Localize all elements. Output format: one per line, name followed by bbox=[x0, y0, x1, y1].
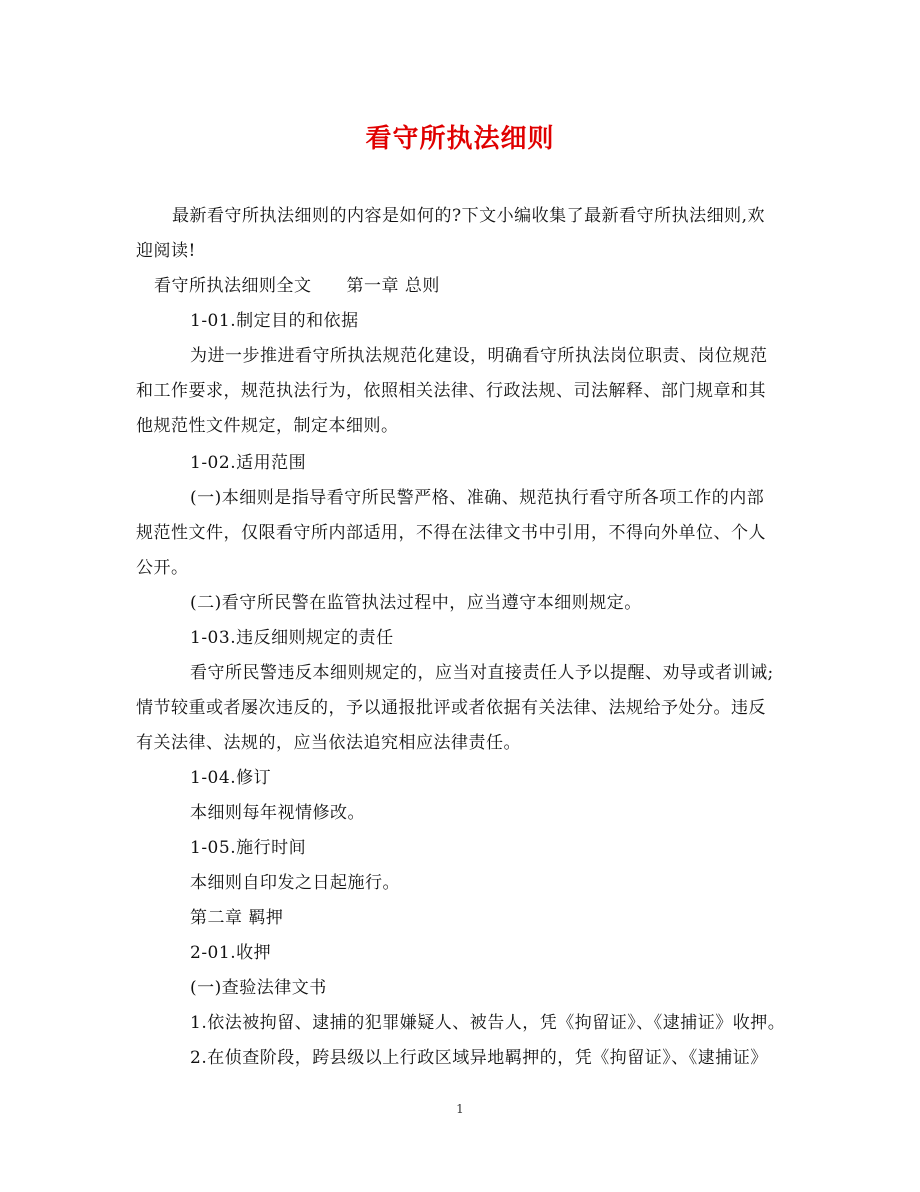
paragraph-line: 最新看守所执法细则的内容是如何的?下文小编收集了最新看守所执法细则,欢 bbox=[172, 206, 766, 226]
paragraph-line: 他规范性文件规定，制定本细则。 bbox=[136, 416, 399, 436]
paragraph-line: 情节较重或者屡次违反的，予以通报批评或者依据有关法律、法规给予处分。违反 bbox=[136, 698, 766, 718]
section-heading: 1-04.修订 bbox=[190, 768, 272, 788]
section-heading: 1-02.适用范围 bbox=[190, 453, 307, 473]
paragraph-line: 看守所民警违反本细则规定的，应当对直接责任人予以提醒、劝导或者训诫; bbox=[190, 663, 774, 683]
section-heading: 2-01.收押 bbox=[190, 943, 272, 963]
paragraph-line: 和工作要求，规范执法行为，依照相关法律、行政法规、司法解释、部门规章和其 bbox=[136, 381, 766, 401]
paragraph-line: 公开。 bbox=[136, 558, 189, 578]
paragraph-line: 2.在侦查阶段，跨县级以上行政区域异地羁押的，凭《拘留证》、《逮捕证》 bbox=[190, 1048, 768, 1068]
paragraph-line: 有关法律、法规的，应当依法追究相应法律责任。 bbox=[136, 733, 521, 753]
section-heading: 1-05.施行时间 bbox=[190, 838, 307, 858]
paragraph-line: 迎阅读! bbox=[136, 241, 196, 261]
section-heading: 1-01.制定目的和依据 bbox=[190, 311, 359, 331]
paragraph-line: (二)看守所民警在监管执法过程中，应当遵守本细则规定。 bbox=[190, 593, 642, 613]
paragraph-line: 看守所执法细则全文 第一章 总则 bbox=[154, 276, 440, 296]
paragraph-line: 规范性文件，仅限看守所内部适用，不得在法律文书中引用，不得向外单位、个人 bbox=[136, 523, 766, 543]
chapter-heading: 第二章 羁押 bbox=[190, 908, 284, 928]
section-heading: 1-03.违反细则规定的责任 bbox=[190, 628, 394, 648]
paragraph-line: 本细则自印发之日起施行。 bbox=[190, 873, 400, 893]
subsection-heading: (一)查验法律文书 bbox=[190, 978, 327, 998]
paragraph-line: 1.依法被拘留、逮捕的犯罪嫌疑人、被告人，凭《拘留证》、《逮捕证》收押。 bbox=[190, 1013, 786, 1033]
page-number: 1 bbox=[456, 1102, 464, 1116]
document-title: 看守所执法细则 bbox=[365, 124, 555, 154]
paragraph-line: 为进一步推进看守所执法规范化建设，明确看守所执法岗位职责、岗位规范 bbox=[190, 346, 768, 366]
paragraph-line: (一)本细则是指导看守所民警严格、准确、规范执行看守所各项工作的内部 bbox=[190, 488, 765, 508]
paragraph-line: 本细则每年视情修改。 bbox=[190, 803, 365, 823]
